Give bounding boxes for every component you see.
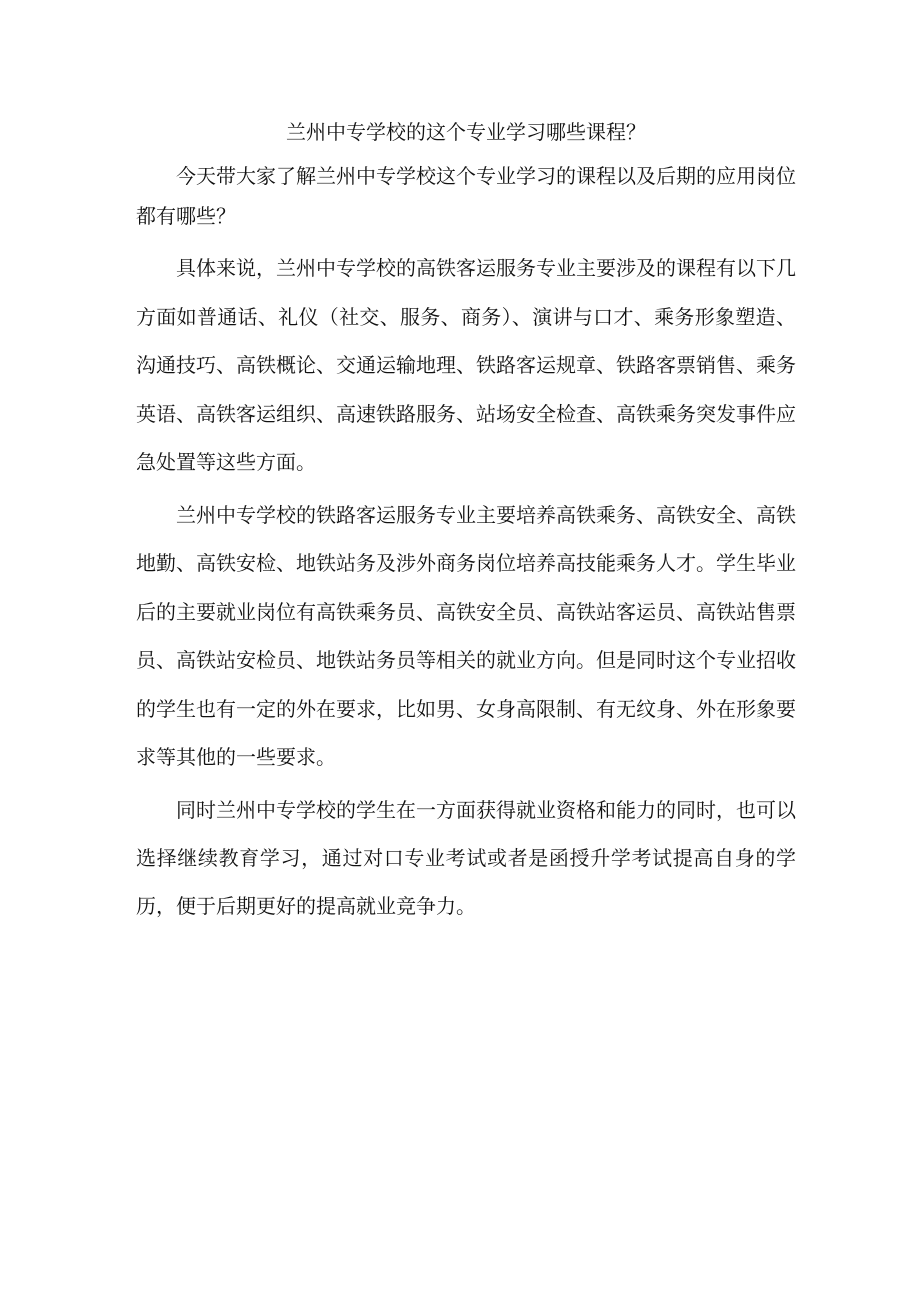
paragraph-courses: 具体来说，兰州中专学校的高铁客运服务专业主要涉及的课程有以下几方面如普通话、礼仪（社交、服务、商务）、演讲与口才、乘务形象塑造、沟通技巧、高铁概论、交通运输地理、铁路客运规章、铁路客票销售、乘务英语、高铁客运组织、高速铁路服务、站场安全检查、高铁乘务突发事件应急处置等这些方面。 xyxy=(136,256,796,474)
paragraph-careers: 兰州中专学校的铁路客运服务专业主要培养高铁乘务、高铁安全、高铁地勤、高铁安检、地铁站务及涉外商务岗位培养高技能乘务人才。学生毕业后的主要就业岗位有高铁乘务员、高铁安全员、高铁站客运员、高铁站售票员、高铁站安检员、地铁站务员等相关的就业方向。但是同时这个专业招收的学生也有一定的外在要求，比如男、女身高限制、有无纹身、外在形象要求等其他的一些要求。 xyxy=(136,502,796,769)
document-title: 兰州中专学校的这个专业学习哪些课程？ xyxy=(286,120,646,144)
paragraph-further-education: 同时兰州中专学校的学生在一方面获得就业资格和能力的同时，也可以选择继续教育学习，通过对口专业考试或者是函授升学考试提高自身的学历，便于后期更好的提高就业竞争力。 xyxy=(136,797,796,918)
paragraph-intro: 今天带大家了解兰州中专学校这个专业学习的课程以及后期的应用岗位都有哪些？ xyxy=(136,164,796,228)
document-body xyxy=(136,112,796,930)
